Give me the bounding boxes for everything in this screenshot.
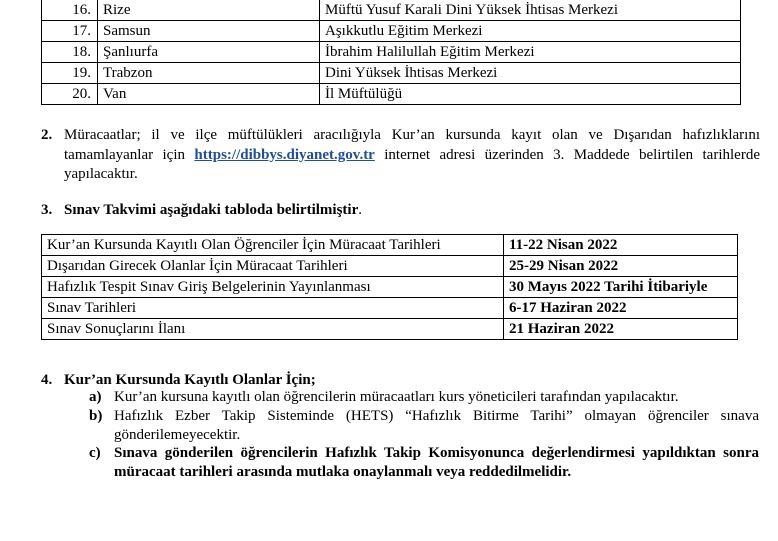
table-row xyxy=(42,256,738,277)
item-label: a) xyxy=(89,389,102,405)
table-row xyxy=(42,63,741,84)
list-item xyxy=(89,407,759,444)
calendar-date: 30 Mayıs 2022 Tarihi İtibariyle xyxy=(504,277,738,298)
item-text: Sınava gönderilen öğrencilerin Hafızlık Takip Komisyonunca değerlendirmesi yapıldıktan sonra müracaat tarihleri arasında mutlaka onaylanmalı veya reddedilmelidir. xyxy=(114,445,759,480)
row-number: 16. xyxy=(42,0,98,21)
table-row xyxy=(42,42,741,63)
item-text: Hafızlık Ezber Takip Sisteminde (HETS) “Hafızlık Bitirme Tarihi” olmayan öğrenciler sınava gönderilemeyecektir. xyxy=(114,408,759,443)
calendar-event: Sınav Sonuçlarını İlanı xyxy=(42,319,504,340)
row-number: 17. xyxy=(42,21,98,42)
exam-center: Aşıkkutlu Eğitim Merkezi xyxy=(320,21,741,42)
dibbys-link[interactable]: https://dibbys.diyanet.gov.tr xyxy=(194,146,375,163)
city-name: Trabzon xyxy=(98,63,320,84)
row-number: 18. xyxy=(42,42,98,63)
section-3-title-suffix: . xyxy=(358,202,362,218)
section-4-number: 4. xyxy=(41,372,53,388)
exam-center: Dini Yüksek İhtisas Merkezi xyxy=(320,63,741,84)
calendar-event: Dışarıdan Girecek Olanlar İçin Müracaat Tarihleri xyxy=(42,256,504,277)
exam-center: Müftü Yusuf Karali Dini Yüksek İhtisas Merkezi xyxy=(320,0,741,21)
row-number: 20. xyxy=(42,84,98,105)
item-text: Kur’an kursuna kayıtlı olan öğrencilerin müracaatları kurs yöneticileri tarafından yapılacaktır. xyxy=(114,389,679,405)
table-row xyxy=(42,21,741,42)
section-2-number: 2. xyxy=(41,127,53,143)
table-row xyxy=(42,0,741,21)
table-row xyxy=(42,235,738,256)
row-number: 19. xyxy=(42,63,98,84)
calendar-date: 25-29 Nisan 2022 xyxy=(504,256,738,277)
table-row xyxy=(42,277,738,298)
city-name: Şanlıurfa xyxy=(98,42,320,63)
section-4-title: Kur’an Kursunda Kayıtlı Olanlar İçin; xyxy=(64,372,316,388)
calendar-event: Hafızlık Tespit Sınav Giriş Belgelerinin Yayınlanması xyxy=(42,277,504,298)
table-row xyxy=(42,319,738,340)
exam-centers-table xyxy=(41,0,741,105)
table-row xyxy=(42,84,741,105)
section-3-heading xyxy=(64,201,362,221)
section-2-text: Müracaatlar; il ve ilçe müftülükleri aracılığıyla Kur’an kursunda kayıt olan ve Dışarıdan hafızlıklarını tamamlayanlar için xyxy=(64,127,760,163)
calendar-event: Sınav Tarihleri xyxy=(42,298,504,319)
item-label: c) xyxy=(89,445,101,461)
table-row xyxy=(42,298,738,319)
calendar-event: Kur’an Kursunda Kayıtlı Olan Öğrenciler İçin Müracaat Tarihleri xyxy=(42,235,504,256)
city-name: Rize xyxy=(98,0,320,21)
section-2-paragraph xyxy=(64,126,760,185)
calendar-date: 11-22 Nisan 2022 xyxy=(504,235,738,256)
section-3-title: Sınav Takvimi aşağıdaki tabloda belirtilmiştir xyxy=(64,202,359,218)
city-name: Samsun xyxy=(98,21,320,42)
exam-calendar-table xyxy=(41,234,738,340)
list-item xyxy=(89,388,759,407)
exam-center: İl Müftülüğü xyxy=(320,84,741,105)
calendar-date: 21 Haziran 2022 xyxy=(504,319,738,340)
exam-center: İbrahim Halilullah Eğitim Merkezi xyxy=(320,42,741,63)
calendar-date: 6-17 Haziran 2022 xyxy=(504,298,738,319)
city-name: Van xyxy=(98,84,320,105)
section-2-text-end: internet adresi üzerinden 3. Maddede belirtilen tarihlerde yapılacaktır. xyxy=(64,146,760,182)
section-3-number: 3. xyxy=(41,202,53,218)
list-item xyxy=(89,444,759,481)
item-label: b) xyxy=(89,408,103,424)
